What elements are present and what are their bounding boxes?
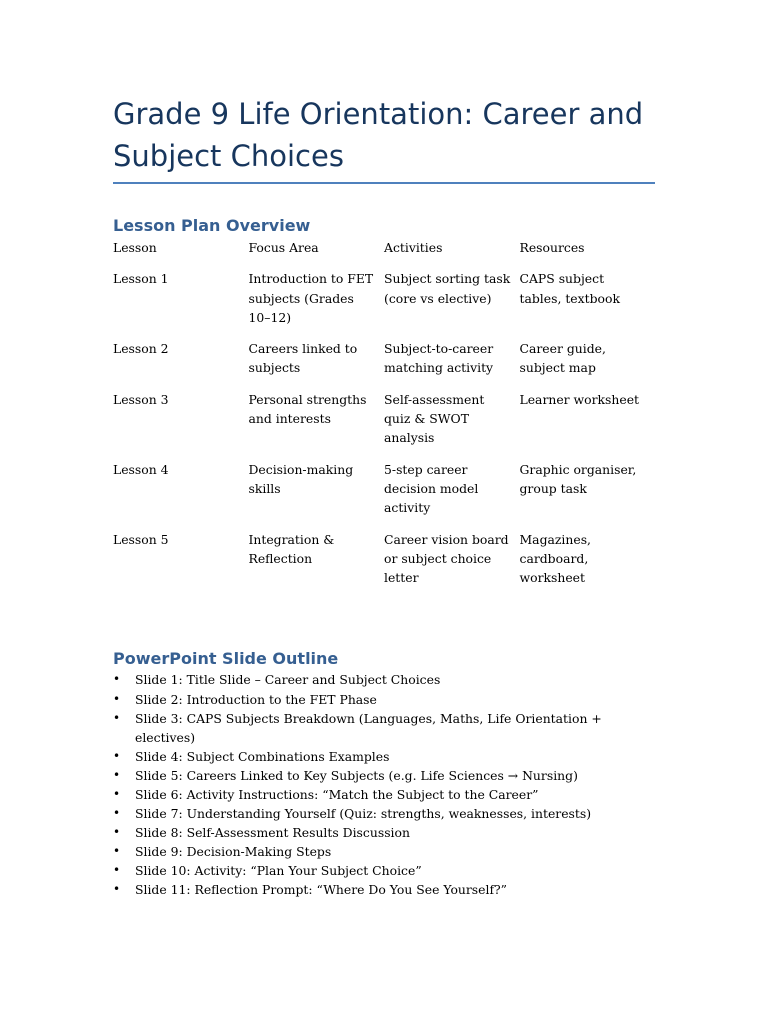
table-row	[113, 390, 655, 460]
bullet-icon: •	[113, 863, 121, 878]
list-item	[113, 861, 655, 880]
bullet-icon: •	[113, 672, 121, 687]
bullet-icon: •	[113, 787, 121, 802]
column-header-lesson: Lesson	[113, 240, 157, 255]
slide-outline-list	[113, 670, 655, 899]
list-item	[113, 880, 655, 899]
lesson-plan-heading: Lesson Plan Overview	[113, 216, 311, 235]
cell-lesson: Lesson 4	[113, 461, 169, 477]
cell-focus-area: Personal strengths and interests	[248, 391, 367, 427]
cell-lesson: Lesson 1	[113, 271, 169, 287]
list-item	[113, 842, 655, 861]
cell-resources: Learner worksheet	[519, 391, 640, 407]
bullet-icon: •	[113, 806, 121, 821]
cell-focus-area: Introduction to FET subjects (Grades 10–12)	[248, 271, 374, 325]
slide-item-text: Slide 6: Activity Instructions: “Match the Subject to the Career”	[135, 787, 539, 803]
cell-focus-area: Integration & Reflection	[248, 531, 335, 566]
bullet-icon: •	[113, 748, 121, 763]
list-item	[113, 709, 655, 747]
cell-focus-area: Decision-making skills	[248, 461, 354, 496]
bullet-icon: •	[113, 882, 121, 897]
cell-lesson: Lesson 3	[113, 391, 169, 407]
slide-item-text: Slide 8: Self-Assessment Results Discussion	[135, 825, 410, 841]
table-row	[113, 339, 655, 390]
table-header-row	[113, 238, 655, 269]
lesson-plan-table	[113, 238, 655, 599]
column-header-activities: Activities	[384, 240, 443, 255]
slide-item-text: Slide 5: Careers Linked to Key Subjects (e.g. Life Sciences → Nursing)	[135, 767, 578, 783]
bullet-icon: •	[113, 825, 121, 840]
cell-activities: Subject sorting task (core vs elective)	[384, 271, 511, 306]
list-item	[113, 785, 655, 804]
cell-activities: Subject-to-career matching activity	[384, 341, 494, 376]
slide-item-text: Slide 3: CAPS Subjects Breakdown (Languages, Maths, Life Orientation + electives)	[135, 710, 602, 745]
document-title: Grade 9 Life Orientation: Career and Subject Choices	[113, 93, 655, 184]
list-item	[113, 804, 655, 823]
list-item	[113, 670, 655, 689]
column-header-focus-area: Focus Area	[248, 240, 319, 255]
slide-outline-heading: PowerPoint Slide Outline	[113, 649, 339, 669]
bullet-icon: •	[113, 710, 121, 725]
cell-activities: 5-step career decision model activity	[384, 461, 479, 516]
cell-lesson: Lesson 5	[113, 531, 169, 547]
slide-item-text: Slide 1: Title Slide – Career and Subject Choices	[135, 672, 441, 688]
list-item	[113, 690, 655, 709]
cell-focus-area: Careers linked to subjects	[248, 341, 358, 376]
table-row	[113, 460, 655, 530]
cell-resources: Career guide, subject map	[519, 341, 606, 376]
slide-item-text: Slide 7: Understanding Yourself (Quiz: strengths, weaknesses, interests)	[135, 806, 592, 822]
table-row	[113, 269, 655, 339]
list-item	[113, 747, 655, 766]
bullet-icon: •	[113, 691, 121, 706]
document-page	[113, 93, 655, 900]
cell-resources: Magazines, cardboard, worksheet	[519, 531, 591, 586]
slide-item-text: Slide 4: Subject Combinations Examples	[135, 748, 390, 764]
slide-item-text: Slide 10: Activity: “Plan Your Subject Choice”	[135, 863, 422, 879]
bullet-icon: •	[113, 767, 121, 782]
bullet-icon: •	[113, 844, 121, 859]
cell-lesson: Lesson 2	[113, 341, 169, 357]
cell-resources: CAPS subject tables, textbook	[519, 271, 620, 306]
list-item	[113, 766, 655, 785]
slide-item-text: Slide 2: Introduction to the FET Phase	[135, 691, 377, 707]
cell-resources: Graphic organiser, group task	[519, 461, 637, 496]
slide-item-text: Slide 9: Decision-Making Steps	[135, 844, 332, 860]
list-item	[113, 823, 655, 842]
cell-activities: Self-assessment quiz & SWOT analysis	[384, 391, 485, 446]
table-row	[113, 530, 655, 600]
slide-item-text: Slide 11: Reflection Prompt: “Where Do You See Yourself?”	[135, 882, 508, 898]
column-header-resources: Resources	[519, 240, 585, 255]
cell-activities: Career vision board or subject choice letter	[384, 531, 509, 586]
